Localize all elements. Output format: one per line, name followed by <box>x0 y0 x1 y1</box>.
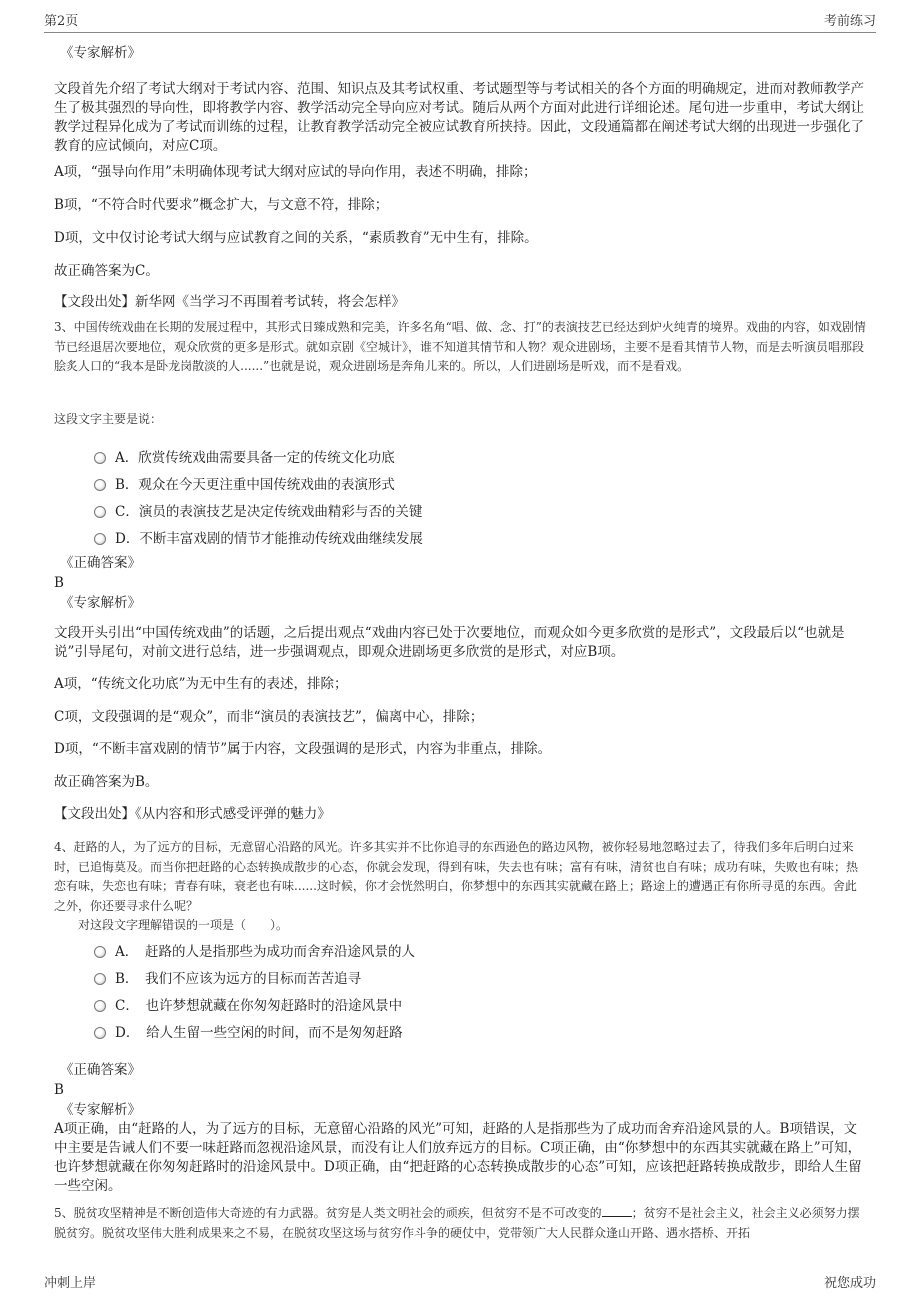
radio-icon[interactable] <box>94 533 106 545</box>
page-number: 第2页 <box>44 14 79 29</box>
q3-option-b-label: B．观众在今天更注重中国传统戏曲的表演形式 <box>115 477 395 493</box>
q3-analysis-text: 文段开头引出“中国传统戏曲”的话题，之后提出观点“戏曲内容已处于次要地位，而观众如今更多欣赏的是形式”，文段最后以“也就是说”引导尾句，对前文进行总结，进一步强调观点，即观众进剧场更多欣赏的是形式，对应B项。 <box>54 625 845 660</box>
q5-text-before: 5、脱贫攻坚精神是不断创造伟大奇迹的有力武器。贫穷是人类文明社会的顽疾，但贫穷不是不可改变的 <box>54 1206 602 1220</box>
radio-icon[interactable] <box>94 946 106 958</box>
q4-answer-block <box>54 1061 868 1196</box>
header-label: 考前练习 <box>823 14 876 29</box>
q2-analysis-title-block <box>54 44 868 63</box>
radio-icon[interactable] <box>94 973 106 985</box>
q2-analysis-a: A项，“强导向作用”未明确体现考试大纲对应试的导向作用，表述不明确，排除； <box>54 164 537 180</box>
footer-right-label: 祝您成功 <box>823 1276 876 1291</box>
q4-option-b[interactable] <box>94 967 361 987</box>
q3-option-b[interactable] <box>94 473 395 493</box>
q3-option-c-label: C．演员的表演技艺是决定传统戏曲精彩与否的关键 <box>115 504 423 520</box>
q4-passage-block <box>54 838 868 916</box>
q3-analysis-a: A项，“传统文化功底”为无中生有的表述，排除； <box>54 676 348 692</box>
q5-text-after: ；贫穷不是社会主义，社会主义必须努力摆脱贫穷。脱贫攻坚伟大胜利成果来之不易，在脱贫攻坚这场与贫穷作斗争的硬仗中，党带领广大人民群众逢山开路、遇水搭桥、开拓 <box>54 1206 860 1240</box>
q3-option-d-note <box>54 740 868 759</box>
q4-stem-block <box>78 916 868 936</box>
q4-option-d-label: D． 给人生留一些空闲的时间，而不是匆匆赶路 <box>115 1025 403 1041</box>
q2-analysis-d: D项，文中仅讨论考试大纲与应试教育之间的关系，“素质教育”无中生有，排除。 <box>54 230 538 246</box>
q3-analysis-c: C项，文段强调的是“观众”，而非“演员的表演技艺”，偏离中心，排除； <box>54 709 484 725</box>
page-footer <box>44 1272 876 1291</box>
q3-conclusion-block <box>54 773 868 792</box>
q4-option-d[interactable] <box>94 1021 403 1041</box>
q3-option-c-note <box>54 708 868 727</box>
radio-icon[interactable] <box>94 1000 106 1012</box>
q2-conclusion: 故正确答案为C。 <box>54 263 159 279</box>
radio-icon[interactable] <box>94 1027 106 1039</box>
q4-answer: B <box>54 1082 64 1098</box>
radio-icon[interactable] <box>94 452 106 464</box>
q4-passage: 4、赶路的人，为了远方的目标，无意留心沿路的风光。许多其实并不比你追寻的东西逊色的路边风物，被你轻易地忽略过去了，待我们多年后明白过来时，已追悔莫及。而当你把赶路的心态转换成散步的心态，你就会发现，得到有味，失去也有味；富有有味，清贫也自有味；成功有味，失败也有味；热恋有味，失恋也有味；青春有味，衰老也有味......这时候，你才会恍然明白，你梦想中的东西其实就藏在路上；路途上的遭遇正有你所寻觅的东西。舍此之外，你还要寻求什么呢？ <box>54 840 859 913</box>
q4-option-b-label: B． 我们不应该为远方的目标而苦苦追寻 <box>115 971 362 987</box>
q2-option-d-note <box>54 229 868 248</box>
q4-answer-title: 《正确答案》 <box>60 1062 141 1078</box>
q2-option-a-note <box>54 163 868 182</box>
q3-answer-block <box>54 554 868 613</box>
q5-passage <box>54 1204 868 1243</box>
q3-option-d[interactable] <box>94 527 423 547</box>
q3-stem: 这段文字主要是说： <box>54 412 163 426</box>
radio-icon[interactable] <box>94 479 106 491</box>
q2-analysis-text: 文段首先介绍了考试大纲对于考试内容、范围、知识点及其考试权重、考试题型等与考试相关的各个方面的明确规定，进而对教师教学产生了极其强烈的导向性，即将教学内容、教学活动完全导向应对考试。随后从两个方面对此进行详细论述。尾句进一步重申，考试大纲让教学过程异化成为了考试而训练的过程，让教育教学活动完全被应试教育所挟持。因此，文段通篇都在阐述考试大纲的出现进一步强化了教育的应试倾向，对应C项。 <box>54 81 864 154</box>
q2-analysis-b: B项，“不符合时代要求”概念扩大，与文意不符，排除； <box>54 197 389 213</box>
q3-source: 【文段出处】《从内容和形式感受评弹的魅力》 <box>54 806 331 822</box>
q3-conclusion: 故正确答案为B。 <box>54 774 159 790</box>
q3-passage: 3、中国传统戏曲在长期的发展过程中，其形式日臻成熟和完美，许多名角“唱、做、念、打”的表演技艺已经达到炉火纯青的境界。戏曲的内容，如戏剧情节已经退居次要地位，观众欣赏的更多是形式。就如京剧《空城计》，谁不知道其情节和人物？观众进剧场，主要不是看其情节人物，而是去听演员唱那段脍炙人口的“我本是卧龙岗散淡的人......”也就是说，观众进剧场是奔角儿来的。所以，人们进剧场是听戏，而不是看戏。 <box>54 320 866 373</box>
q3-stem-block <box>54 410 868 430</box>
q3-option-c[interactable] <box>94 500 422 520</box>
q4-option-a-label: A． 赶路的人是指那些为成功而舍弃沿途风景的人 <box>115 944 415 960</box>
q3-analysis-d: D项，“不断丰富戏剧的情节”属于内容，文段强调的是形式，内容为非重点，排除。 <box>54 741 552 757</box>
q2-analysis-title: 《专家解析》 <box>60 45 141 61</box>
q3-option-a-note <box>54 675 868 694</box>
q3-option-d-label: D．不断丰富戏剧的情节才能推动传统戏曲继续发展 <box>115 531 423 547</box>
q3-option-a-label: A．欣赏传统戏曲需要具备一定的传统文化功底 <box>115 450 395 466</box>
q3-passage-block <box>54 318 868 377</box>
q3-option-a[interactable] <box>94 446 395 466</box>
q4-option-c-label: C． 也许梦想就藏在你匆匆赶路时的沿途风景中 <box>115 998 403 1014</box>
footer-left-label: 冲刺上岸 <box>44 1276 97 1291</box>
q2-source-block <box>54 293 868 312</box>
radio-icon[interactable] <box>94 506 106 518</box>
q4-analysis-text: A项正确，由“赶路的人，为了远方的目标，无意留心沿路的风光”可知，赶路的人是指那些为了成功而舍弃沿途风景的人。B项错误，文中主要是告诫人们不要一味赶路而忽视沿途风景，而没有让人们放弃远方的目标。C项正确，由“你梦想中的东西其实就藏在路上”可知，也许梦想就藏在你匆匆赶路时的沿途风景中。D项正确，由“把赶路的心态转换成散步的心态”可知，应该把赶路转换成散步，即给人生留一些空闲。 <box>54 1121 862 1194</box>
q3-analysis-title: 《专家解析》 <box>60 595 141 611</box>
q4-stem: 对这段文字理解错误的一项是（ ）。 <box>78 918 289 932</box>
page-header <box>44 10 876 33</box>
q4-option-a[interactable] <box>94 940 415 960</box>
q2-source: 【文段出处】新华网《当学习不再围着考试转，将会怎样》 <box>54 294 405 310</box>
q3-analysis-block <box>54 624 868 662</box>
answer-blank <box>602 1204 632 1217</box>
q3-answer: B <box>54 575 64 591</box>
q4-analysis-title: 《专家解析》 <box>60 1102 141 1118</box>
q3-answer-title: 《正确答案》 <box>60 555 141 571</box>
q3-source-block <box>54 805 868 824</box>
q5-passage-block <box>54 1204 868 1243</box>
q2-conclusion-block <box>54 262 868 281</box>
q2-analysis-block <box>54 80 868 156</box>
q4-option-c[interactable] <box>94 994 402 1014</box>
q2-option-b-note <box>54 196 868 215</box>
